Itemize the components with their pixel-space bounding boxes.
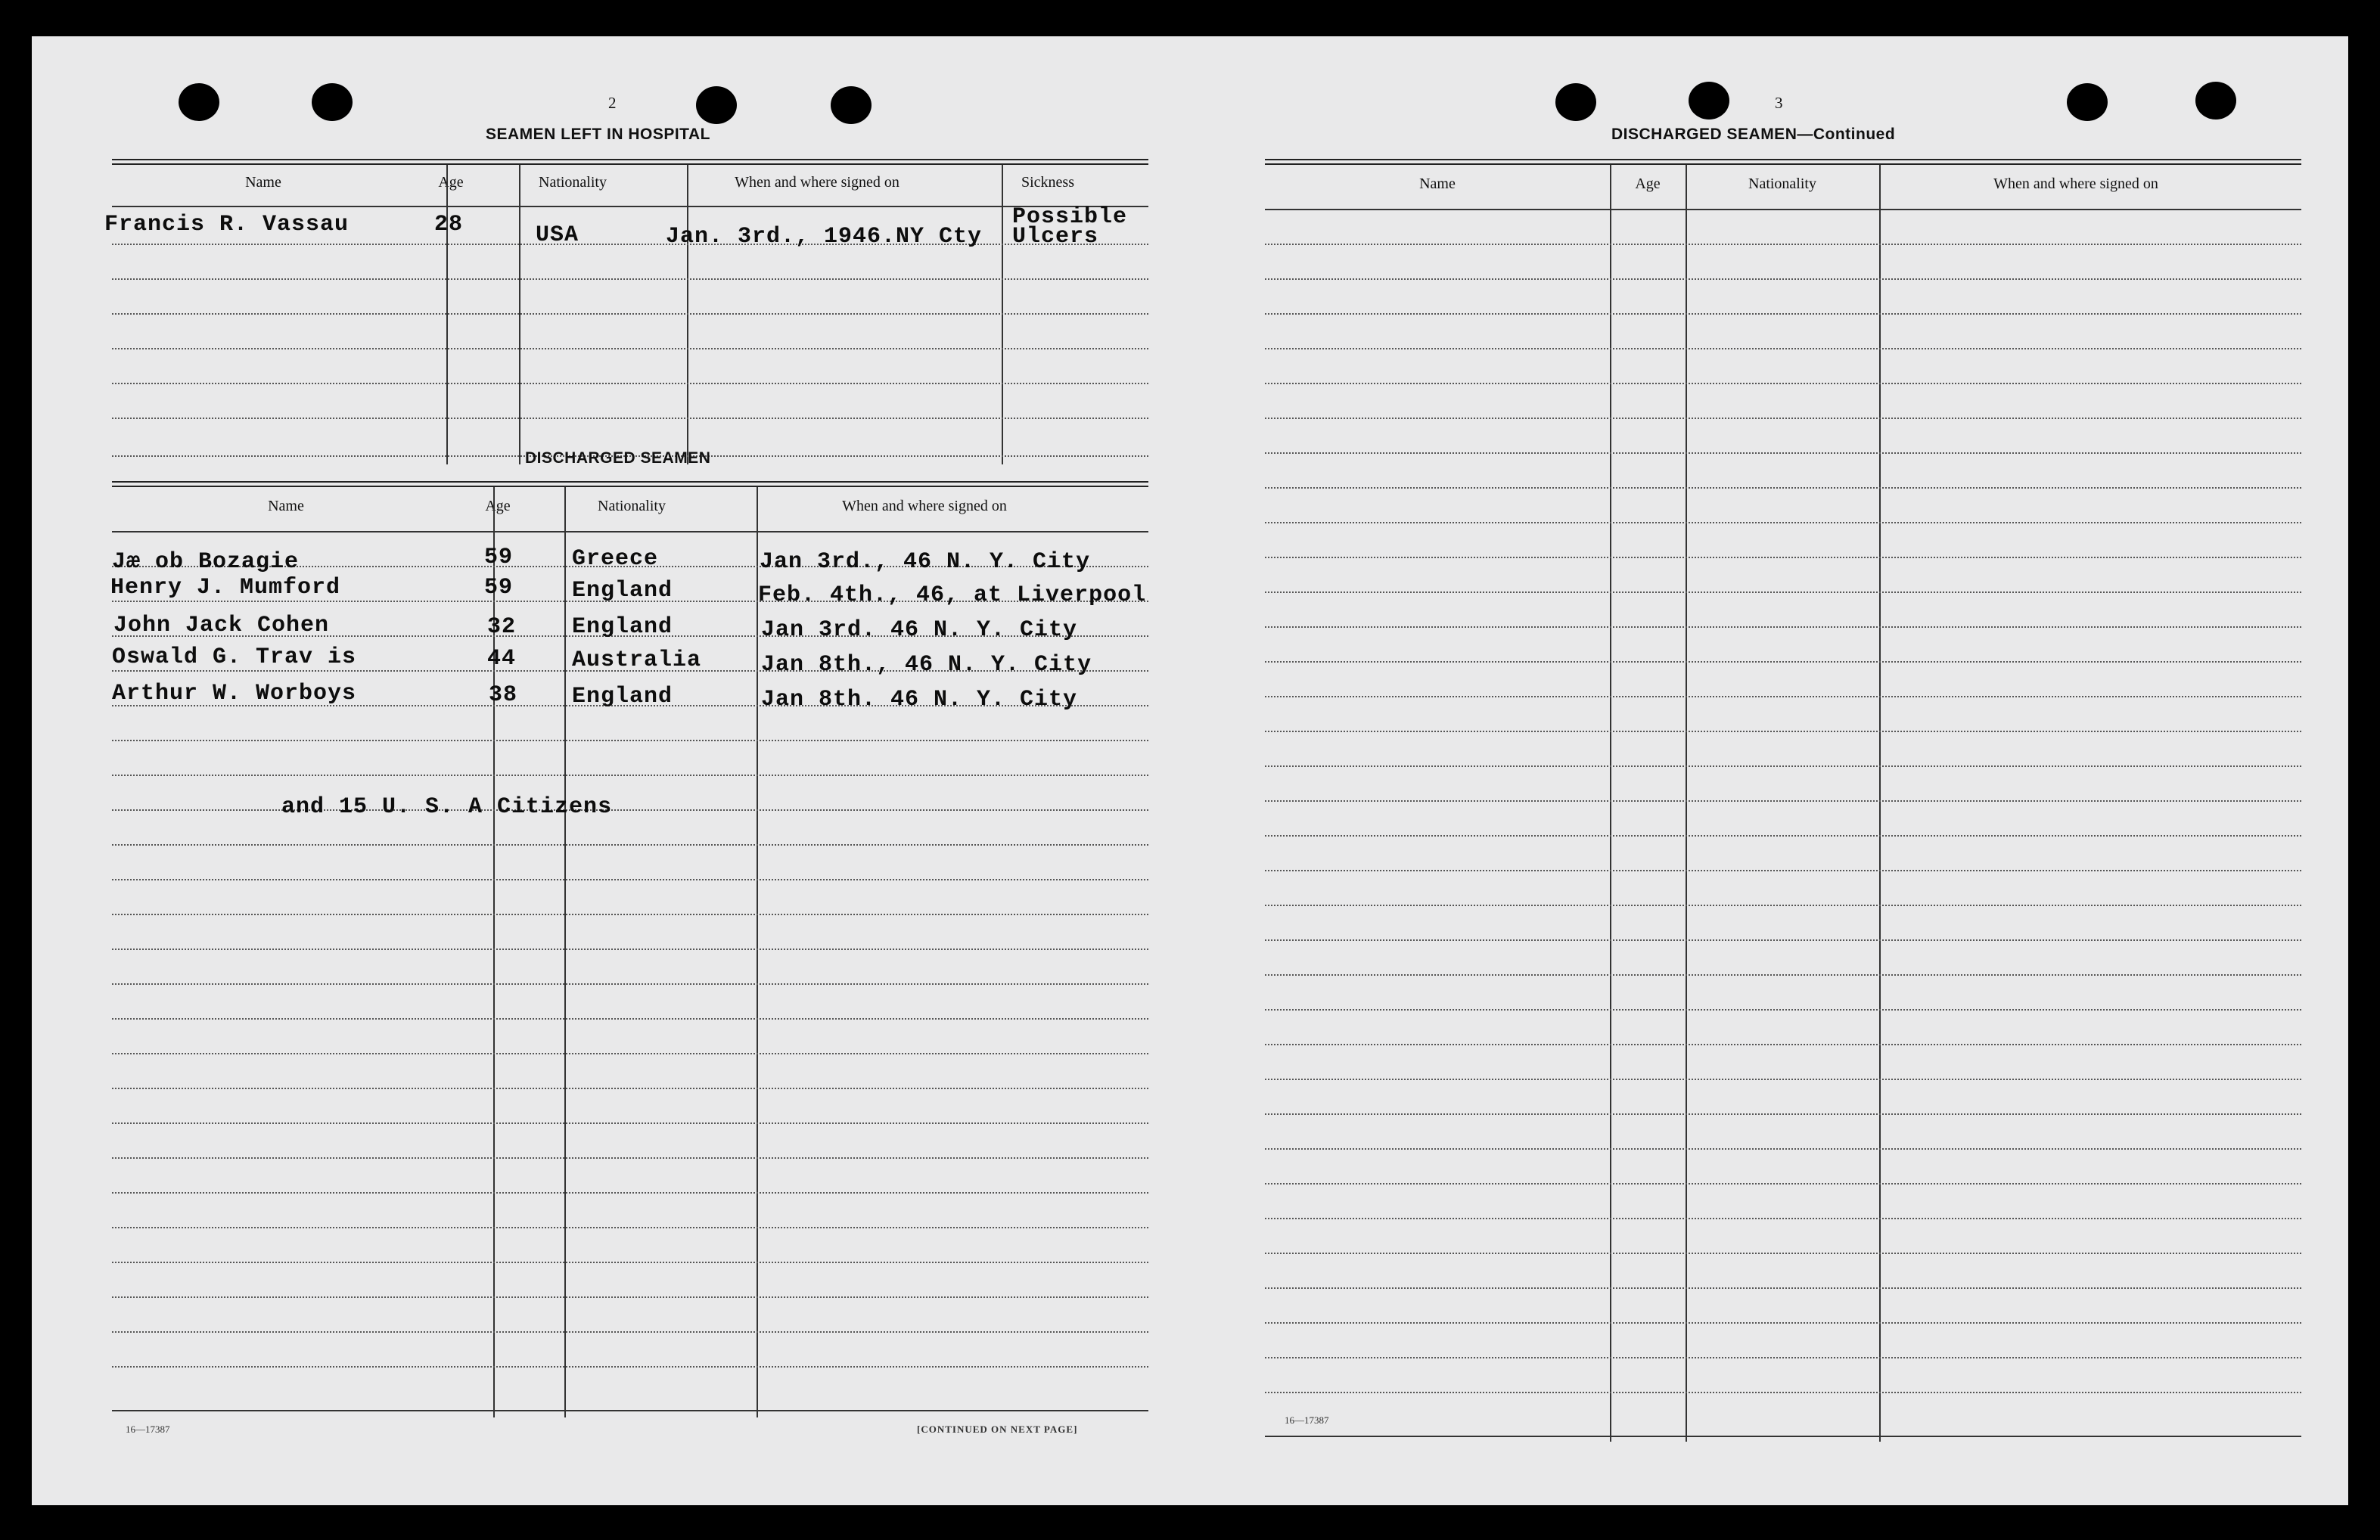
hospital-age: 28 — [434, 212, 464, 238]
header-name: Name — [245, 174, 281, 191]
discharged-age: 32 — [487, 614, 517, 640]
punch-hole — [831, 86, 872, 124]
punch-hole — [312, 83, 353, 121]
hospital-signed: Jan. 3rd., 1946.NY Cty — [666, 224, 983, 250]
discharged-nationality: Australia — [572, 647, 702, 673]
continued-note: [CONTINUED ON NEXT PAGE] — [917, 1424, 1078, 1435]
punch-hole — [2195, 82, 2236, 120]
discharged-signed: Feb. 4th., 46, at Liverpool — [758, 582, 1147, 608]
discharged-continued-table — [1265, 159, 2301, 1445]
hospital-section-title: SEAMEN LEFT IN HOSPITAL — [486, 126, 710, 143]
punch-hole — [696, 86, 737, 124]
discharged-section-title: DISCHARGED SEAMEN — [525, 449, 711, 467]
header-age: Age — [1635, 175, 1661, 192]
discharged-signed: Jan 3rd., 46 N. Y. City — [760, 549, 1091, 575]
discharged-signed: Jan 8th., 46 N. Y. City — [761, 652, 1092, 678]
punch-hole — [179, 83, 219, 121]
header-age: Age — [438, 174, 464, 191]
discharged-name: Jæ ob Bozagie — [112, 549, 300, 575]
punch-hole — [1555, 83, 1596, 121]
discharged-name: Oswald G. Trav is — [112, 644, 357, 670]
discharged-age: 38 — [489, 682, 518, 708]
discharged-nationality: England — [572, 614, 673, 640]
discharged-continued-title: DISCHARGED SEAMEN—Continued — [1611, 126, 1896, 143]
header-signed-on: When and where signed on — [735, 174, 899, 191]
citizens-note: and 15 U. S. A Citizens — [281, 794, 613, 820]
header-nationality: Nationality — [539, 174, 607, 191]
hospital-name: Francis R. Vassau — [104, 212, 350, 238]
discharged-signed: Jan 3rd. 46 N. Y. City — [761, 617, 1078, 643]
hospital-sickness-2: Ulcers — [1012, 224, 1099, 250]
hospital-table — [112, 159, 1148, 464]
header-signed-on: When and where signed on — [1993, 175, 2158, 192]
header-nationality: Nationality — [598, 498, 666, 514]
header-name: Name — [268, 498, 304, 514]
form-number-left: 16—17387 — [126, 1424, 170, 1435]
header-signed-on: When and where signed on — [842, 498, 1007, 514]
discharged-name: Arthur W. Worboys — [112, 681, 357, 706]
discharged-name: Henry J. Mumford — [110, 575, 341, 601]
discharged-age: 59 — [484, 545, 514, 570]
discharged-age: 59 — [484, 575, 514, 601]
header-name: Name — [1419, 175, 1456, 192]
ledger-sheet — [32, 36, 2348, 1505]
page-number-left: 2 — [608, 94, 617, 112]
discharged-name: John Jack Cohen — [113, 613, 330, 638]
page-number-right: 3 — [1775, 94, 1783, 112]
discharged-age: 44 — [487, 646, 517, 672]
discharged-nationality: England — [572, 684, 673, 709]
discharged-nationality: England — [572, 578, 673, 604]
hospital-sickness-1: Possible — [1012, 204, 1128, 230]
punch-hole — [2067, 83, 2108, 121]
header-age: Age — [485, 498, 511, 514]
hospital-nationality: USA — [536, 222, 579, 248]
discharged-nationality: Greece — [572, 546, 659, 572]
header-sickness: Sickness — [1021, 174, 1074, 191]
discharged-signed: Jan 8th. 46 N. Y. City — [761, 687, 1078, 713]
header-nationality: Nationality — [1748, 175, 1816, 192]
form-number-right: 16—17387 — [1285, 1414, 1329, 1426]
punch-hole — [1689, 82, 1729, 120]
